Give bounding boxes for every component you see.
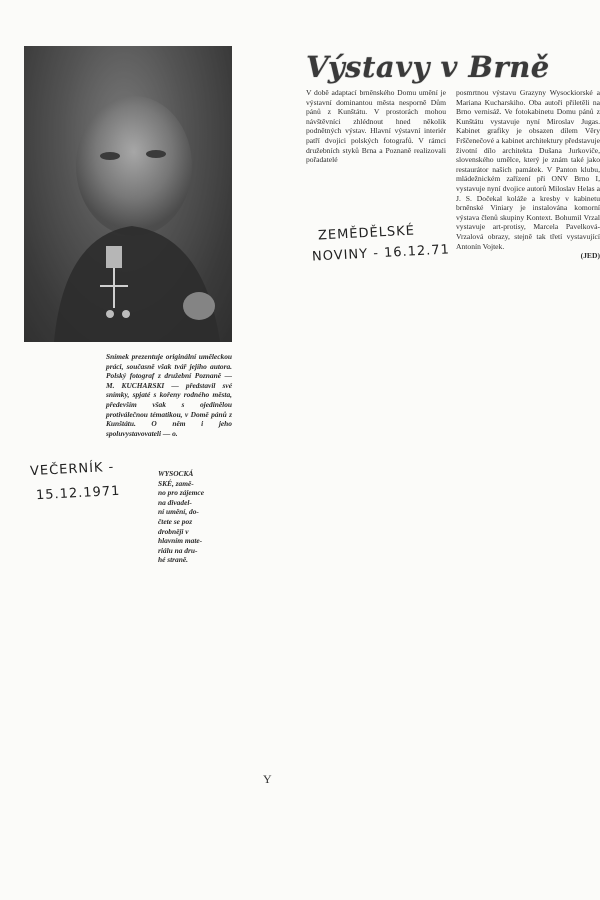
- article-headline: Výstavy v Brně: [306, 50, 550, 84]
- handwritten-source-right: ZEMĚDĚLSKÉ: [317, 223, 416, 244]
- article-column-2-text: posmrtnou výstavu Grazyny Wysockiorské a Mariana Kucharskiho. Oba autoři přiletěli na Brno vernisáž. Ve fotokabinetu Domu pánů z Kunštátu vystavuje nyní Miroslav Jugas. Kabinet grafiky je obsazen dílem Věry Frščenečové a kabinet architektury představuje životní dílo architekta Dušana Jurkoviče, slovenského umělce, který je znám také jako restaurátor našich památek. V Panton klubu, mládežnickém zařízení při ONV Brno I, vystavuje nyní dvojice autorů Miloslav Helas a J. S. Dočekal koláže a kresby v kabinetu brněnské Viniary je instalována komorní výstava členů skupiny Kontext. Bohumil Vrzal vystavuje art-protisy, Marcela Pavelková-Vrzalová obrazy, stejně tak třetí vystavující Antonín Vojtek.: [456, 88, 600, 251]
- caption-tail-line: SKÉ, zamě-: [158, 478, 194, 488]
- caption-tail-line: čtete se poz: [158, 516, 193, 526]
- caption-tail-line: ní umění, do-: [158, 507, 199, 517]
- caption-tail-line: WYSOCKÁ: [158, 469, 194, 478]
- photo-caption-continuation: [158, 469, 232, 565]
- caption-tail-line: riálu na dru-: [158, 545, 198, 555]
- caption-tail-line: na divadel-: [158, 497, 192, 507]
- caption-tail-line: no pro zájemce: [158, 488, 204, 498]
- handwritten-date-right: NOVINY - 16.12.71: [311, 242, 451, 265]
- article-column-1: V době adaptací brněnského Domu umění je výstavní dominantou města nesporně Dům pánů z Kunštátu. V prostorách mohou návštěvníci zhlédnout hned několik podnětných výstav. Hlavní výstavní interiér patří dvojici polských fotografů. V rámci družebních styků Brna a Poznaně realizovali pořadatelé: [306, 88, 446, 165]
- portrait-image: [24, 46, 232, 342]
- portrait-photo: [24, 46, 232, 342]
- handwritten-source-left: VEČERNÍK -: [29, 459, 115, 480]
- article-column-2: [456, 88, 600, 261]
- stray-pen-mark: Y: [263, 772, 272, 786]
- caption-tail-line: hlavním mate-: [158, 536, 203, 546]
- caption-tail-line: drobněji v: [158, 526, 189, 536]
- handwritten-date-left: 15.12.1971: [35, 483, 121, 504]
- article-signature: (JED): [580, 251, 600, 261]
- photo-caption: Snímek prezentuje originální uměleckou práci, současně však tvář jejího autora. Polský fotograf z družební Poznaně — M. KUCHARSKI — představil své snímky, spjaté s kořeny rodného města, především však s ojedinělou protiválečnou tématikou, v Domě pánů z Kunštátu. O něm i jeho spoluvystavovateli — o.: [106, 352, 232, 438]
- caption-tail-line: hé straně.: [158, 555, 188, 565]
